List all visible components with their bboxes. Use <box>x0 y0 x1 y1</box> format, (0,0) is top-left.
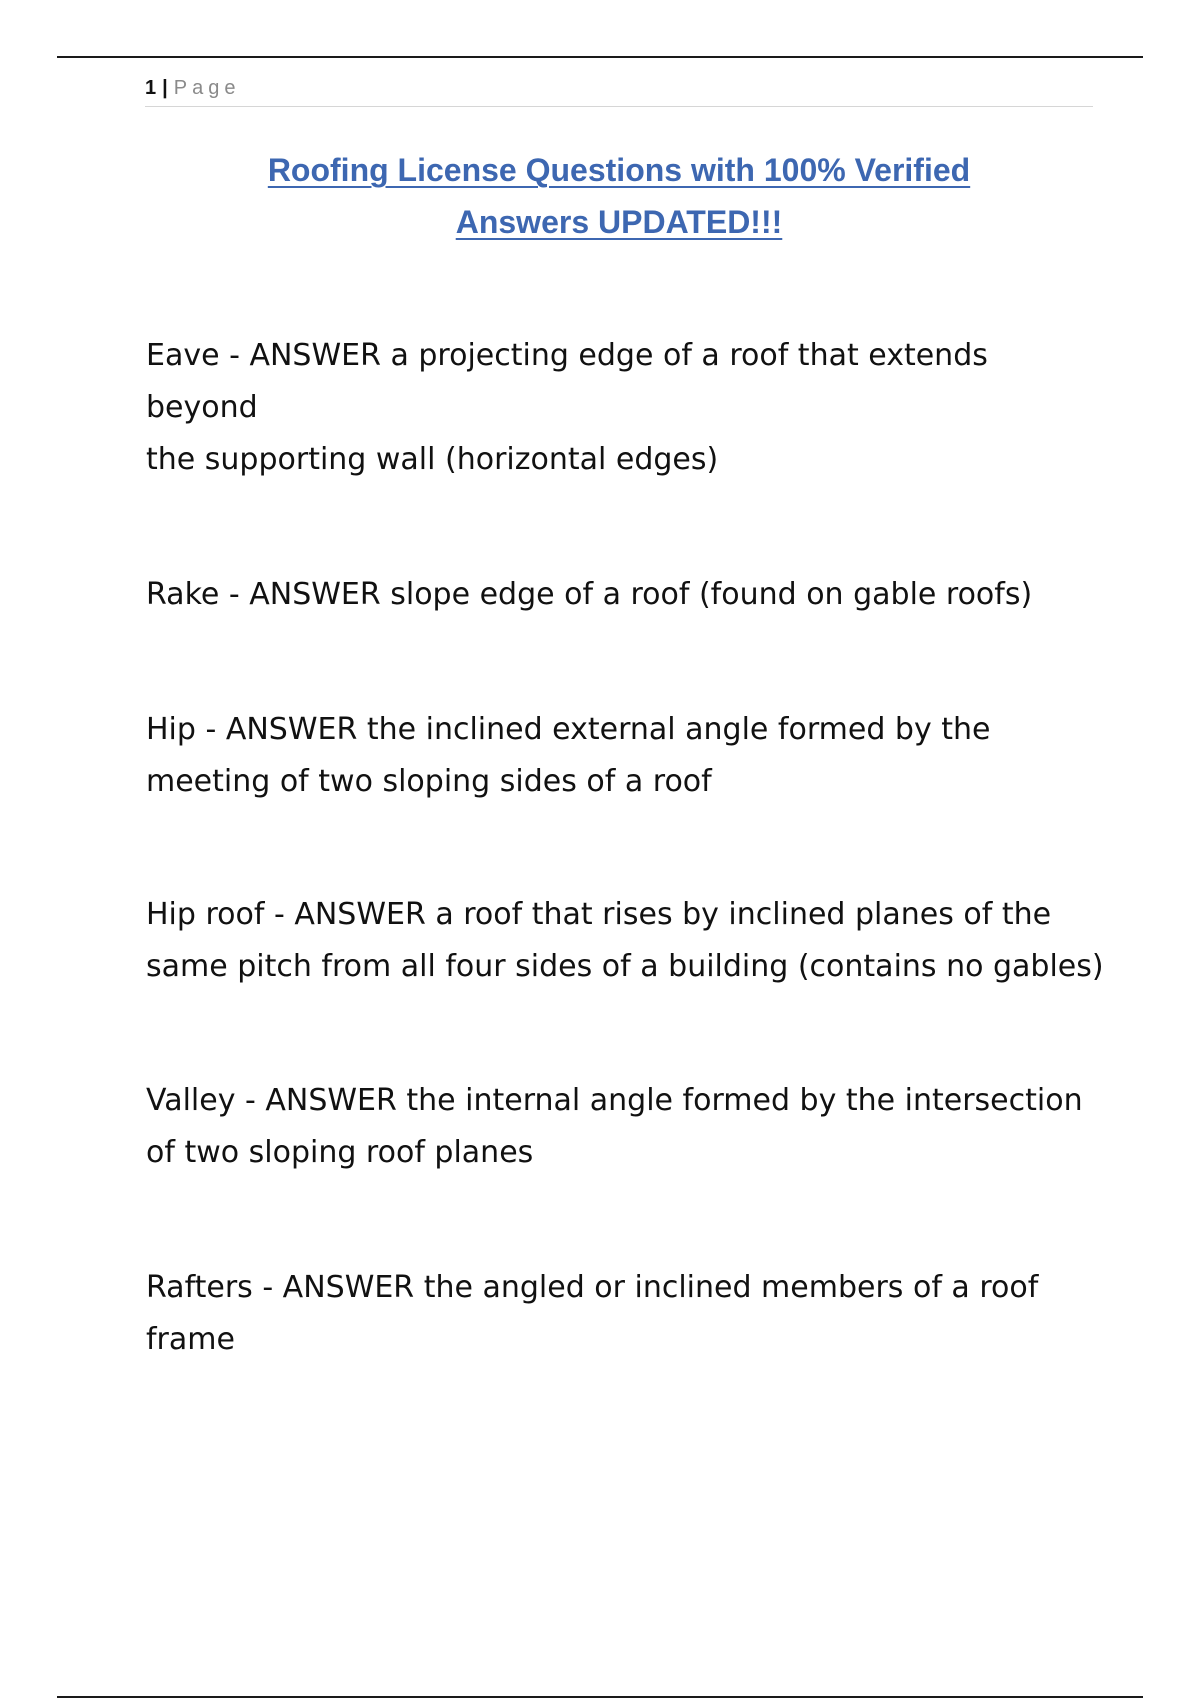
qa-item-eave <box>146 330 1106 486</box>
document-title <box>145 144 1093 248</box>
title-line-2: Answers UPDATED!!! <box>455 204 783 240</box>
qa-line: Rake - ANSWER slope edge of a roof (found on gable roofs) <box>146 577 1033 612</box>
title-line-1: Roofing License Questions with 100% Verified <box>267 152 971 188</box>
qa-item-hip-roof <box>146 889 1106 993</box>
qa-line: Hip roof - ANSWER a roof that rises by inclined planes of the <box>146 897 1052 932</box>
qa-item-valley <box>146 1075 1106 1179</box>
qa-line: of two sloping roof planes <box>146 1135 534 1170</box>
qa-list <box>146 330 1106 1366</box>
qa-line: meeting of two sloping sides of a roof <box>146 764 712 799</box>
page-header <box>145 74 1093 107</box>
page-number: 1 <box>145 77 157 99</box>
qa-line: Eave - ANSWER a projecting edge of a roof that extends beyond <box>146 338 988 425</box>
qa-line: frame <box>146 1322 235 1357</box>
page-label: Page <box>173 77 241 99</box>
bottom-divider <box>57 1696 1143 1698</box>
qa-line: Hip - ANSWER the inclined external angle formed by the <box>146 712 991 747</box>
qa-item-hip <box>146 704 1106 808</box>
qa-line: Valley - ANSWER the internal angle formed by the intersection <box>146 1083 1083 1118</box>
qa-line: Rafters - ANSWER the angled or inclined members of a roof <box>146 1270 1039 1305</box>
top-divider <box>57 56 1143 58</box>
qa-item-rake <box>146 569 1106 621</box>
page-separator: | <box>162 77 168 99</box>
qa-line: same pitch from all four sides of a building (contains no gables) <box>146 949 1104 984</box>
qa-item-rafters <box>146 1262 1106 1366</box>
qa-line: the supporting wall (horizontal edges) <box>146 442 719 477</box>
